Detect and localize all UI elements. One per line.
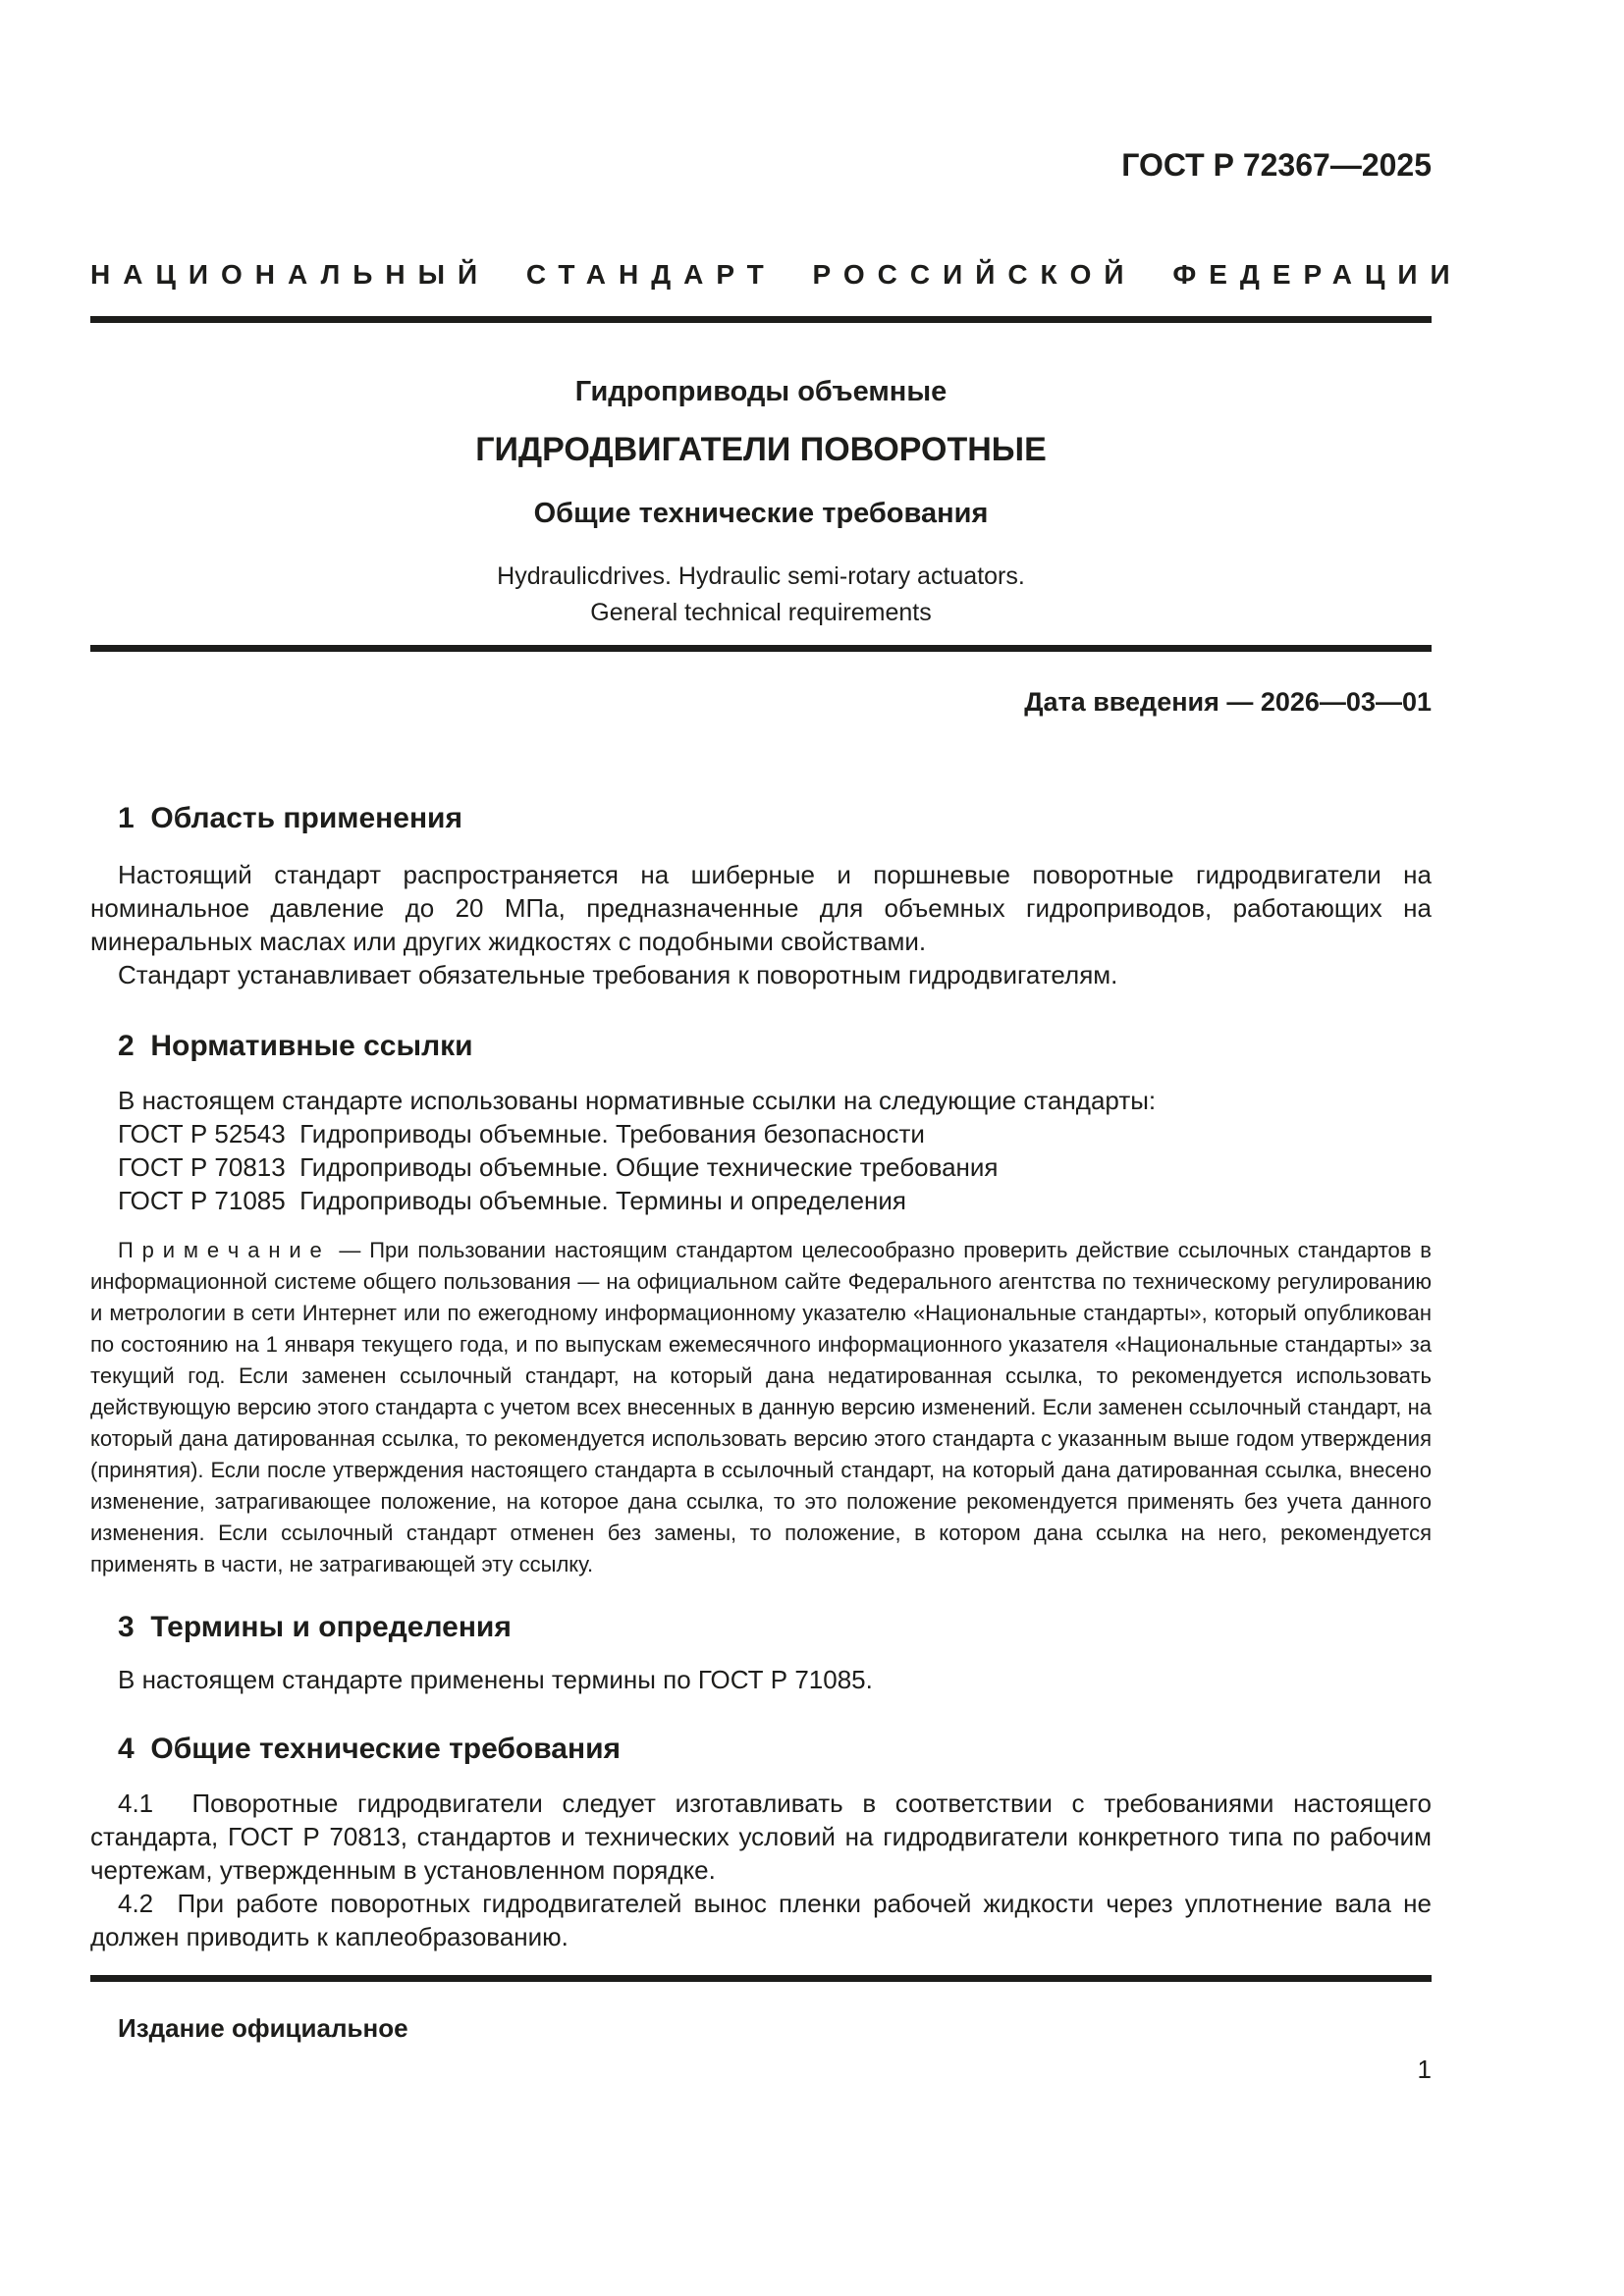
official-edition-label: Издание официальное [118,2013,408,2043]
standard-title-english-line2: General technical requirements [590,599,932,626]
document-code: ГОСТ Р 72367—2025 [1121,147,1432,183]
section-4-paragraph-4-2: 4.2 При работе поворотных гидродвигателей вынос пленки рабочей жидкости через уплотнение вала не должен приводить к каплеобразованию. [90,1889,1432,1951]
page-number: 1 [1417,2055,1432,2084]
section-1-paragraph-2: Стандарт устанавливает обязательные требования к поворотным гидродвигателям. [118,960,1118,989]
national-standard-banner: НАЦИОНАЛЬНЫЙ СТАНДАРТ РОССИЙСКОЙ ФЕДЕРАЦИИ [90,259,1463,290]
standard-title-english [90,559,1432,631]
top-divider-rule [90,316,1432,323]
section-3-paragraph-1: В настоящем стандарте применены термины по ГОСТ Р 71085. [118,1665,873,1694]
section-4-heading: 4 Общие технические требования [118,1733,622,1765]
section-3-heading: 3 Термины и определения [118,1611,512,1643]
section-2-heading: 2 Нормативные ссылки [118,1030,473,1062]
section-2-note: П р и м е ч а н и е — При пользовании настоящим стандартом целесообразно проверить действие ссылочных стандартов в информационной системе общего пользования — на официальном сайте Федерального агентства по техническому регулированию и метрологии в сети Интернет или по ежегодному информационному указателю «Национальные стандарты», который опубликован по состоянию на 1 января текущего года, и по выпускам ежемесячного информационного указателя «Национальные стандарты» за текущий год. Если заменен ссылочный стандарт, на который дана недатированная ссылка, то рекомендуется использовать действующую версию этого стандарта с учетом всех внесенных в данную версию изменений. Если заменен ссылочный стандарт, на который дана датированная ссылка, то рекомендуется использовать версию этого стандарта с указанным выше годом утверждения (принятия). Если после утверждения настоящего стандарта в ссылочный стандарт, на который дана датированная ссылка, внесено изменение, затрагивающее положение, на которое дана ссылка, то это положение рекомендуется применять без учета данного изменения. Если ссылочный стандарт отменен без замены, то положение, в котором дана ссылка на него, рекомендуется применять в части, не затрагивающей эту ссылку. [90,1238,1432,1576]
standard-main-title: ГИДРОДВИГАТЕЛИ ПОВОРОТНЫЕ [475,431,1047,468]
effective-date: Дата введения — 2026—03—01 [1024,687,1432,717]
normative-reference-item: ГОСТ Р 70813 Гидроприводы объемные. Общие технические требования [118,1152,999,1182]
section-4-paragraph-4-1: 4.1 Поворотные гидродвигатели следует изготавливать в соответствии с требованиями настоящего стандарта, ГОСТ Р 70813, стандартов и технических условий на гидродвигатели конкретного типа по рабочим чертежам, утвержденным в установленном порядке. [90,1789,1432,1885]
section-2-intro: В настоящем стандарте использованы нормативные ссылки на следующие стандарты: [118,1086,1157,1115]
standard-title-english-line1: Hydraulicdrives. Hydraulic semi-rotary actuators. [497,562,1025,590]
footer-divider-rule [90,1975,1432,1982]
section-1-paragraph-1: Настоящий стандарт распространяется на шиберные и поршневые поворотные гидродвигатели на номинальное давление до 20 МПа, предназначенные для объемных гидроприводов, работающих на минеральных маслах или других жидкостях с подобными свойствами. [90,860,1432,956]
standard-subtitle: Общие технические требования [533,498,989,529]
middle-divider-rule [90,645,1432,652]
section-1-heading: 1 Область применения [118,802,463,834]
normative-reference-item: ГОСТ Р 71085 Гидроприводы объемные. Термины и определения [118,1186,906,1215]
title-block [90,374,1432,631]
normative-reference-item: ГОСТ Р 52543 Гидроприводы объемные. Требования безопасности [118,1119,925,1148]
standard-group-title: Гидроприводы объемные [574,376,947,407]
